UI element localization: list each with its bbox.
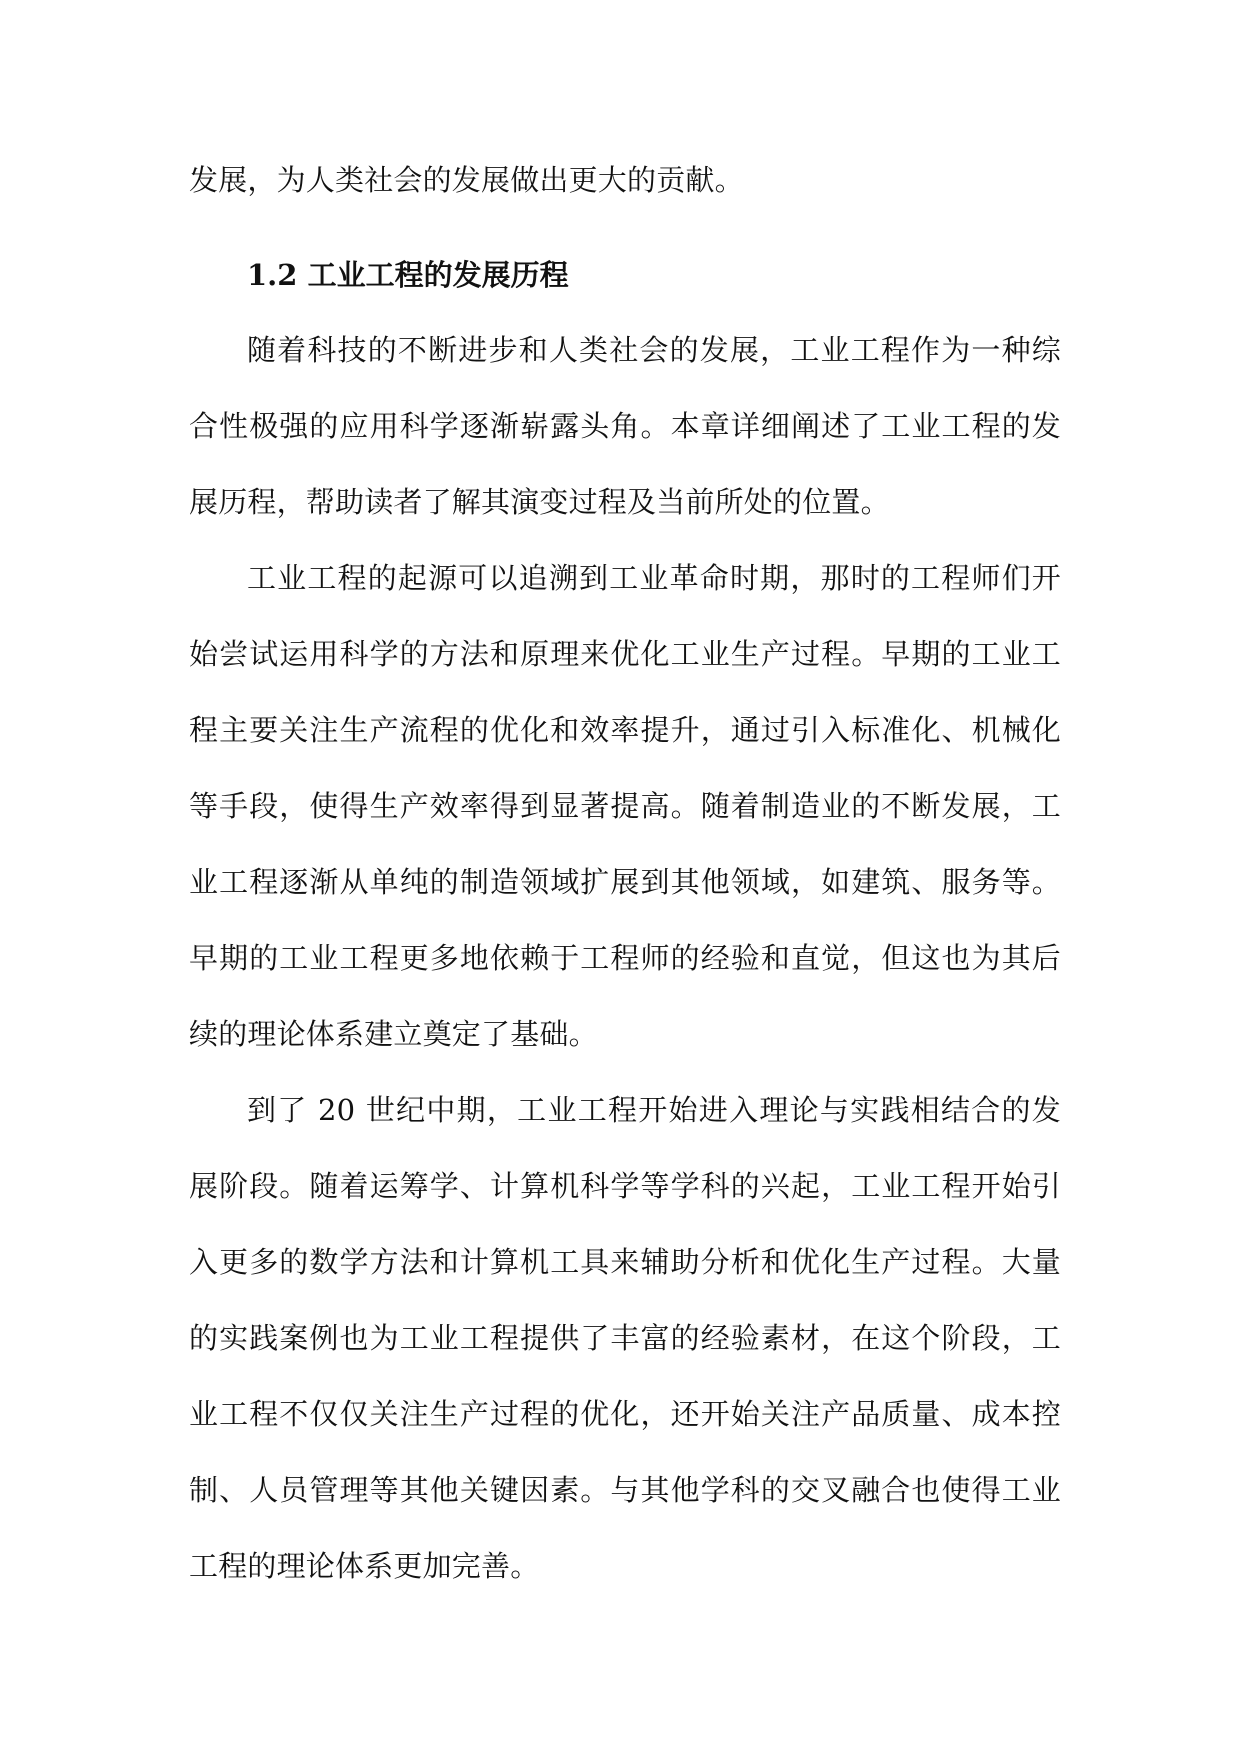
- section-heading: [189, 238, 1061, 312]
- paragraph-mid-20th-century: 到了 20 世纪中期，工业工程开始进入理论与实践相结合的发展阶段。随着运筹学、计算机科学等学科的兴起，工业工程开始引入更多的数学方法和计算机工具来辅助分析和优化生产过程。大量的实践案例也为工业工程提供了丰富的经验素材，在这个阶段，工业工程不仅仅关注生产过程的优化，还开始关注产品质量、成本控制、人员管理等其他关键因素。与其他学科的交叉融合也使得工业工程的理论体系更加完善。: [189, 1093, 1061, 1583]
- paragraph-origins: 工业工程的起源可以追溯到工业革命时期，那时的工程师们开始尝试运用科学的方法和原理来优化工业生产过程。早期的工业工程主要关注生产流程的优化和效率提升，通过引入标准化、机械化等手段，使得生产效率得到显著提高。随着制造业的不断发展，工业工程逐渐从单纯的制造领域扩展到其他领域，如建筑、服务等。早期的工业工程更多地依赖于工程师的经验和直觉，但这也为其后续的理论体系建立奠定了基础。: [189, 561, 1061, 1051]
- continued-paragraph: 发展，为人类社会的发展做出更大的贡献。: [189, 163, 744, 197]
- paragraph-introduction: 随着科技的不断进步和人类社会的发展，工业工程作为一种综合性极强的应用科学逐渐崭露头角。本章详细阐述了工业工程的发展历程，帮助读者了解其演变过程及当前所处的位置。: [189, 333, 1061, 519]
- document-body: [189, 142, 1061, 1604]
- section-title: 工业工程的发展历程: [307, 258, 569, 292]
- section-number: 1.2: [247, 258, 298, 292]
